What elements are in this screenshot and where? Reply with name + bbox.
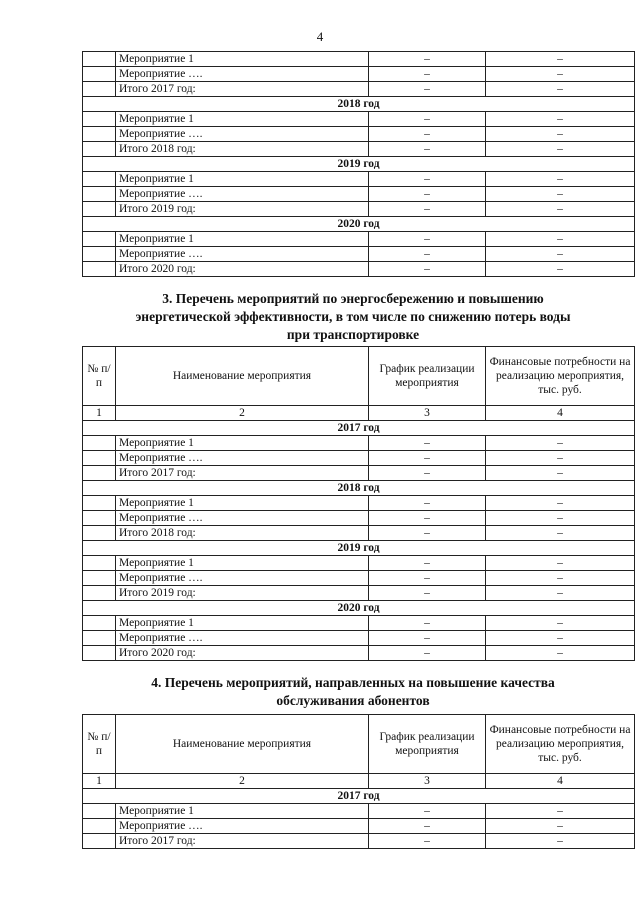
table-row: Итого 2017 год: – – [83,466,635,481]
table-row: Мероприятие 1 – – [83,556,635,571]
total-label: Итого 2019 год: [116,586,369,601]
table-row: Итого 2017 год: – – [83,834,635,849]
year-label: 2020 год [83,601,635,616]
row-label: Мероприятие 1 [116,556,369,571]
header-num: № п/п [83,715,116,774]
section4-title: 4. Перечень мероприятий, направленных на повышение качества обслуживания абонентов [151,675,555,708]
year-label: 2017 год [83,421,635,436]
table-row: Мероприятие 1 – – [83,616,635,631]
row-label: Мероприятие 1 [116,804,369,819]
table-row: Мероприятие …. – – [83,631,635,646]
year-row [83,157,635,172]
table-row: Мероприятие …. – – [83,571,635,586]
table-row: Мероприятие …. – – [83,247,635,262]
table-row: Мероприятие 1 – – [83,232,635,247]
table-row: Мероприятие 1 – – [83,172,635,187]
row-label: Мероприятие 1 [116,436,369,451]
total-label: Итого 2019 год: [116,202,369,217]
table-row: Итого 2020 год: – – [83,262,635,277]
table-row: Мероприятие 1 – – [83,52,635,67]
table-row: Итого 2020 год: – – [83,646,635,661]
year-label: 2019 год [83,541,635,556]
table-row: Мероприятие …. – – [83,511,635,526]
total-label: Итого 2017 год: [116,834,369,849]
total-label: Итого 2018 год: [116,142,369,157]
year-row [83,541,635,556]
table-row: Итого 2018 год: – – [83,142,635,157]
year-row [83,601,635,616]
year-row [83,481,635,496]
table-row: Мероприятие …. – – [83,187,635,202]
row-label: Мероприятие …. [116,247,369,262]
row-label: Мероприятие …. [116,819,369,834]
header-name: Наименование мероприятия [116,347,369,406]
total-label: Итого 2020 год: [116,262,369,277]
row-label: Мероприятие 1 [116,172,369,187]
section3-title: 3. Перечень мероприятий по энергосбережению и повышению энергетической эффективности, в том числе по снижению потерь воды при транспортировке [135,291,571,342]
total-label: Итого 2017 год: [116,82,369,97]
table-header [83,715,635,774]
row-label: Мероприятие 1 [116,52,369,67]
year-row [83,217,635,232]
table-row: Итого 2019 год: – – [83,586,635,601]
year-row [83,789,635,804]
table-row: Мероприятие …. – – [83,127,635,142]
header-finance: Финансовые потребности на реализацию мероприятия, тыс. руб. [486,347,635,406]
table-row: Итого 2017 год: – – [83,82,635,97]
year-label: 2017 год [83,789,635,804]
header-name: Наименование мероприятия [116,715,369,774]
total-label: Итого 2018 год: [116,526,369,541]
year-label: 2018 год [83,481,635,496]
table-row: Мероприятие …. – – [83,451,635,466]
table-header [83,347,635,406]
header-schedule: График реализации мероприятия [369,715,486,774]
header-schedule: График реализации мероприятия [369,347,486,406]
row-label: Мероприятие 1 [116,232,369,247]
year-label: 2018 год [83,97,635,112]
row-label: Мероприятие …. [116,631,369,646]
table-row: Мероприятие 1 – – [83,436,635,451]
table-row: Мероприятие 1 – – [83,496,635,511]
row-label: Мероприятие 1 [116,112,369,127]
row-label: Мероприятие …. [116,571,369,586]
page-number: 4 [316,29,324,44]
year-row [83,97,635,112]
table-section3 [82,346,635,661]
header-num: № п/п [83,347,116,406]
header-finance: Финансовые потребности на реализацию мероприятия, тыс. руб. [486,715,635,774]
table-row: Итого 2019 год: – – [83,202,635,217]
total-label: Итого 2017 год: [116,466,369,481]
table-continuation [82,51,635,277]
year-row [83,421,635,436]
row-label: Мероприятие 1 [116,496,369,511]
total-label: Итого 2020 год: [116,646,369,661]
row-label: Мероприятие …. [116,511,369,526]
index-row: 1 2 3 4 [83,406,635,421]
table-row: Мероприятие …. – – [83,67,635,82]
row-label: Мероприятие …. [116,127,369,142]
year-label: 2019 год [83,157,635,172]
table-section4 [82,714,635,849]
table-row: Мероприятие 1 – – [83,112,635,127]
row-label: Мероприятие 1 [116,616,369,631]
row-label: Мероприятие …. [116,451,369,466]
year-label: 2020 год [83,217,635,232]
table-row: Мероприятие …. – – [83,819,635,834]
index-row: 1 2 3 4 [83,774,635,789]
row-label: Мероприятие …. [116,67,369,82]
table-row: Итого 2018 год: – – [83,526,635,541]
row-label: Мероприятие …. [116,187,369,202]
table-row: Мероприятие 1 – – [83,804,635,819]
